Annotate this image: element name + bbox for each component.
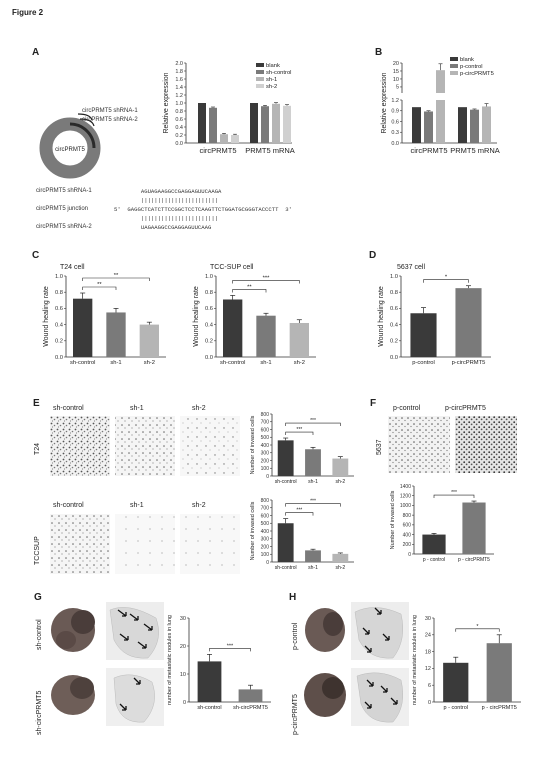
y-tick-label: 1.0 bbox=[389, 273, 398, 280]
x-tick-label: sh-1 bbox=[110, 360, 122, 366]
y-tick-label: 0.0 bbox=[175, 140, 183, 147]
x-tick-label: circPRMT5 bbox=[199, 146, 237, 155]
y-axis-label: Wound healing rate bbox=[378, 286, 385, 347]
y-tick-label: 10 bbox=[392, 76, 399, 83]
y-axis-label: Wound healing rate bbox=[193, 286, 200, 347]
panel-label-f: F bbox=[370, 398, 377, 409]
legend-swatch bbox=[256, 70, 264, 74]
bar bbox=[231, 135, 239, 143]
bar bbox=[455, 288, 481, 357]
significance-label: *** bbox=[296, 427, 303, 434]
bar bbox=[332, 459, 348, 476]
y-tick-label: 0.8 bbox=[175, 108, 183, 115]
y-tick-label: 200 bbox=[402, 542, 411, 549]
micrograph-t24-sh-1 bbox=[115, 416, 175, 476]
bar bbox=[422, 535, 445, 554]
bar bbox=[305, 550, 321, 562]
f-col-label: p-control bbox=[393, 405, 421, 412]
x-tick-label: sh-circPRMT5 bbox=[233, 705, 268, 711]
bar bbox=[412, 107, 421, 143]
micrograph-5637-p-control bbox=[388, 416, 450, 473]
y-tick-label: 0.2 bbox=[175, 132, 183, 139]
f-col-label: p-circPRMT5 bbox=[445, 405, 486, 412]
y-tick-label: 1000 bbox=[399, 503, 411, 510]
y-tick-label: 20 bbox=[392, 60, 399, 67]
significance-label: *** bbox=[226, 643, 234, 650]
y-tick-label: 600 bbox=[260, 513, 269, 520]
chart-c1 bbox=[40, 262, 170, 377]
y-tick-label: 400 bbox=[260, 442, 269, 449]
panel-label-c: C bbox=[32, 250, 40, 261]
bar bbox=[410, 313, 436, 357]
x-tick-label: p-control bbox=[412, 360, 435, 366]
x-tick-label: p - circPRMT5 bbox=[481, 705, 517, 711]
significance-label: * bbox=[476, 623, 479, 630]
e-col-label: sh-control bbox=[53, 502, 84, 509]
x-tick-label: p - circPRMT5 bbox=[458, 557, 490, 563]
seq-label: circPRMT5 shRNA-1 bbox=[36, 188, 92, 194]
chart-c2-title: TCC-SUP cell bbox=[210, 264, 254, 271]
chart-b bbox=[378, 55, 518, 170]
significance-label: *** bbox=[310, 418, 316, 425]
bar bbox=[290, 323, 309, 357]
x-tick-label: sh-2 bbox=[335, 479, 346, 485]
x-tick-label: sh-1 bbox=[308, 479, 318, 485]
g-row-label: sh-control bbox=[36, 619, 43, 650]
bar bbox=[106, 312, 125, 357]
bar bbox=[332, 554, 348, 562]
y-axis-label: number of metastatic nodules in lung bbox=[167, 615, 173, 705]
e-col-label: sh-1 bbox=[130, 502, 144, 509]
x-tick-label: sh-1 bbox=[260, 360, 272, 366]
chart-f bbox=[388, 478, 498, 568]
chart-h bbox=[410, 608, 525, 718]
y-tick-label: 5 bbox=[395, 84, 399, 91]
chart-e1 bbox=[248, 408, 358, 488]
lung-photo-p-control bbox=[305, 608, 345, 652]
y-tick-label: 100 bbox=[260, 466, 269, 473]
y-axis-label: Number of invased cells bbox=[250, 415, 256, 475]
legend-swatch bbox=[256, 63, 264, 67]
x-tick-label: p - control bbox=[422, 557, 446, 563]
x-tick-label: sh-1 bbox=[308, 565, 318, 571]
y-tick-label: 0.4 bbox=[389, 322, 398, 329]
bar bbox=[283, 106, 291, 143]
y-tick-label: 0.8 bbox=[54, 290, 63, 296]
y-tick-label: 0.9 bbox=[391, 108, 399, 115]
y-tick-label: 500 bbox=[260, 521, 269, 528]
g-row-label: sh-circPRMT5 bbox=[36, 690, 43, 735]
y-tick-label: 30 bbox=[179, 615, 186, 622]
significance-label: *** bbox=[262, 275, 270, 282]
y-tick-label: 100 bbox=[260, 552, 269, 559]
y-tick-label: 600 bbox=[402, 522, 411, 529]
x-tick-label: PRMT5 mRNA bbox=[245, 146, 295, 155]
y-tick-label: 0.0 bbox=[389, 354, 398, 361]
bar bbox=[278, 440, 294, 476]
y-tick-label: 18 bbox=[424, 649, 431, 656]
y-tick-label: 0.6 bbox=[175, 116, 183, 123]
significance-label: ** bbox=[97, 282, 102, 289]
y-tick-label: 200 bbox=[260, 544, 269, 551]
y-tick-label: 0.8 bbox=[204, 290, 213, 296]
f-row-label: 5637 bbox=[376, 439, 383, 455]
y-tick-label: 0 bbox=[427, 699, 431, 706]
y-tick-label: 400 bbox=[402, 532, 411, 539]
e-row-label: T24 bbox=[34, 442, 41, 455]
micrograph-tccsup-sh-2 bbox=[180, 514, 240, 574]
bar bbox=[209, 108, 217, 143]
bar bbox=[256, 316, 275, 357]
figure-title: Figure 2 bbox=[12, 8, 44, 17]
bar bbox=[424, 111, 433, 143]
bar bbox=[198, 103, 206, 143]
y-tick-label: 700 bbox=[260, 505, 269, 512]
y-tick-label: 200 bbox=[260, 458, 269, 465]
micrograph-t24-sh-2 bbox=[180, 416, 240, 476]
f-micrographs bbox=[388, 416, 520, 476]
chart-d bbox=[375, 262, 495, 377]
chart-c2 bbox=[190, 262, 320, 377]
y-axis-label: Wound healing rate bbox=[43, 286, 50, 347]
y-tick-label: 0.8 bbox=[389, 290, 398, 296]
panel-label-h: H bbox=[289, 592, 297, 603]
chart-g bbox=[165, 608, 275, 718]
y-axis-label: number of metastatic nodules in lung bbox=[412, 615, 418, 705]
e-col-label: sh-2 bbox=[192, 405, 206, 412]
x-tick-label: p-circPRMT5 bbox=[451, 360, 486, 366]
y-tick-label: 0.4 bbox=[204, 322, 213, 329]
bar bbox=[458, 107, 467, 143]
bar bbox=[220, 134, 228, 143]
y-tick-label: 20 bbox=[179, 643, 186, 650]
legend-swatch bbox=[256, 77, 264, 81]
significance-label: * bbox=[444, 274, 448, 281]
y-tick-label: 0 bbox=[408, 551, 411, 558]
g-lung-images bbox=[48, 600, 168, 740]
e-col-label: sh-2 bbox=[192, 502, 206, 509]
y-axis-label: Relative expression bbox=[381, 72, 388, 134]
chart-a bbox=[160, 55, 330, 170]
legend-label: sh-control bbox=[266, 70, 292, 76]
y-tick-label: 800 bbox=[402, 512, 411, 519]
y-tick-label: 0 bbox=[266, 473, 269, 480]
e-col-label: sh-control bbox=[53, 405, 84, 412]
significance-label: ** bbox=[247, 284, 252, 291]
y-tick-label: 1200 bbox=[399, 493, 411, 500]
x-tick-label: sh-control bbox=[274, 565, 297, 571]
y-tick-label: 300 bbox=[260, 450, 269, 457]
x-tick-label: sh-control bbox=[197, 705, 222, 711]
y-tick-label: 1.0 bbox=[175, 100, 183, 107]
bar bbox=[470, 110, 479, 143]
h-row-label: p-control bbox=[292, 622, 299, 650]
significance-label: *** bbox=[451, 490, 457, 497]
y-tick-label: 400 bbox=[260, 528, 269, 535]
y-tick-label: 0 bbox=[266, 559, 269, 566]
e-col-label: sh-1 bbox=[130, 405, 144, 412]
y-tick-label: 0.2 bbox=[54, 338, 63, 345]
bar-upper bbox=[436, 70, 445, 93]
y-tick-label: 15 bbox=[392, 68, 399, 75]
panel-label-e: E bbox=[33, 398, 40, 409]
y-axis-label: Number of invased cells bbox=[250, 501, 256, 561]
bar bbox=[443, 663, 468, 702]
bar bbox=[272, 104, 280, 143]
x-tick-label: circPRMT5 bbox=[410, 146, 448, 155]
e-row-label: TCCSUP bbox=[34, 536, 41, 565]
y-tick-label: 800 bbox=[260, 411, 269, 418]
y-axis-label: Number of invased cells bbox=[390, 490, 396, 550]
seq-label: circPRMT5 junction bbox=[36, 206, 89, 212]
seq-label: circPRMT5 shRNA-2 bbox=[36, 224, 92, 230]
y-tick-label: 800 bbox=[260, 497, 269, 504]
bar bbox=[487, 643, 512, 702]
panel-label-a: A bbox=[32, 47, 40, 58]
y-tick-label: 1.4 bbox=[175, 84, 183, 91]
panel-label-d: D bbox=[369, 250, 377, 261]
legend-label: blank bbox=[266, 63, 280, 69]
y-tick-label: 12 bbox=[424, 666, 431, 673]
seq-label bbox=[36, 215, 114, 224]
x-tick-label: sh-control bbox=[219, 360, 246, 366]
legend-label: p-control bbox=[460, 64, 483, 70]
y-tick-label: 1.2 bbox=[175, 92, 183, 99]
y-tick-label: 0.3 bbox=[391, 130, 399, 137]
significance-label: *** bbox=[310, 498, 316, 505]
micrograph-5637-p-circprmt5 bbox=[455, 416, 517, 473]
y-tick-label: 1400 bbox=[399, 483, 411, 490]
y-tick-label: 0.6 bbox=[204, 306, 213, 313]
h-row-label: p-circPRMT5 bbox=[292, 694, 299, 735]
y-tick-label: 2.0 bbox=[175, 60, 183, 67]
y-tick-label: 700 bbox=[260, 419, 269, 426]
y-tick-label: 30 bbox=[424, 615, 431, 622]
y-axis-label: Relative expression bbox=[163, 72, 170, 134]
seq-label bbox=[36, 197, 114, 206]
bar bbox=[73, 299, 92, 357]
panel-label-b: B bbox=[375, 47, 383, 58]
shrna2-label: circPRMT5 shRNA-2 bbox=[82, 117, 138, 123]
y-tick-label: 0.2 bbox=[204, 338, 213, 345]
y-tick-label: 0.6 bbox=[389, 306, 398, 313]
bar bbox=[305, 449, 321, 476]
legend-label: p-circPRMT5 bbox=[460, 71, 494, 77]
micrograph-tccsup-sh-control bbox=[50, 514, 110, 574]
y-tick-label: 1.6 bbox=[175, 76, 183, 83]
seq-text: ||||||||||||||||||||||| bbox=[114, 197, 219, 204]
bar bbox=[250, 103, 258, 143]
x-tick-label: sh-2 bbox=[293, 360, 305, 366]
y-tick-label: 6 bbox=[427, 683, 431, 689]
legend-swatch bbox=[450, 57, 458, 61]
h-lung-images bbox=[303, 600, 413, 740]
seq-text: 5' GAGGCTCATCTTCCGGCTCCTCAAGTTCTGGATGCGGGTACCCTT 3' bbox=[114, 206, 292, 213]
bar bbox=[223, 299, 242, 357]
legend-swatch bbox=[450, 71, 458, 75]
significance-label: ** bbox=[113, 273, 119, 280]
chart-c1-title: T24 cell bbox=[60, 264, 85, 271]
shrna1-label: circPRMT5 shRNA-1 bbox=[82, 108, 138, 114]
y-tick-label: 1.8 bbox=[175, 68, 183, 75]
bar bbox=[278, 523, 294, 562]
legend-label: blank bbox=[460, 57, 474, 63]
y-tick-label: 10 bbox=[179, 671, 186, 678]
ring-label: circPRMT5 bbox=[55, 147, 85, 153]
legend-label: sh-1 bbox=[266, 77, 278, 83]
chart-e2 bbox=[248, 494, 358, 574]
y-tick-label: 0.0 bbox=[391, 140, 399, 147]
y-tick-label: 0.4 bbox=[175, 124, 183, 131]
x-tick-label: p - control bbox=[443, 705, 468, 711]
x-tick-label: sh-2 bbox=[335, 565, 346, 571]
bar bbox=[482, 106, 491, 143]
x-tick-label: sh-control bbox=[69, 360, 96, 366]
bar bbox=[261, 106, 269, 143]
y-tick-label: 0.0 bbox=[54, 354, 63, 361]
y-tick-label: 300 bbox=[260, 536, 269, 543]
y-tick-label: 1.0 bbox=[54, 273, 63, 280]
bar bbox=[462, 503, 485, 554]
micrograph-tccsup-sh-1 bbox=[115, 514, 175, 574]
legend-swatch bbox=[450, 64, 458, 68]
y-tick-label: 0 bbox=[182, 699, 186, 706]
x-tick-label: sh-2 bbox=[143, 360, 155, 366]
bar-lower bbox=[436, 100, 445, 143]
invasion-micrographs bbox=[50, 416, 242, 576]
sequence-alignment bbox=[36, 188, 292, 233]
y-tick-label: 500 bbox=[260, 435, 269, 442]
y-tick-label: 0.6 bbox=[391, 119, 399, 126]
seq-text: ||||||||||||||||||||||| bbox=[114, 215, 219, 222]
seq-text: UAGAAGGCCGAGGAGUUCAAG bbox=[114, 224, 212, 231]
y-tick-label: 1.0 bbox=[204, 273, 213, 280]
y-tick-label: 0.2 bbox=[389, 338, 398, 345]
bar bbox=[239, 689, 263, 702]
y-tick-label: 0.0 bbox=[204, 354, 213, 361]
micrograph-t24-sh-control bbox=[50, 416, 110, 476]
legend-label: sh-2 bbox=[266, 84, 278, 90]
y-tick-label: 1.2 bbox=[391, 97, 399, 104]
x-tick-label: PRMT5 mRNA bbox=[450, 146, 500, 155]
significance-label: *** bbox=[296, 507, 303, 514]
y-tick-label: 0.4 bbox=[54, 322, 63, 329]
seq-text: AGUAGAAGGCCGAGGAGUUCAAGA bbox=[114, 188, 222, 195]
chart-d-title: 5637 cell bbox=[397, 264, 426, 271]
y-tick-label: 600 bbox=[260, 427, 269, 434]
y-tick-label: 0.6 bbox=[54, 306, 63, 313]
y-tick-label: 24 bbox=[424, 632, 431, 639]
lung-photo-p-circprmt5 bbox=[304, 673, 346, 717]
lung-photo-sh-circprmt5 bbox=[51, 675, 95, 715]
panel-label-g: G bbox=[34, 592, 42, 603]
bar bbox=[198, 661, 222, 702]
x-tick-label: sh-control bbox=[274, 479, 297, 485]
legend-swatch bbox=[256, 84, 264, 88]
lung-photo-sh-control bbox=[51, 608, 95, 652]
bar bbox=[140, 325, 159, 357]
